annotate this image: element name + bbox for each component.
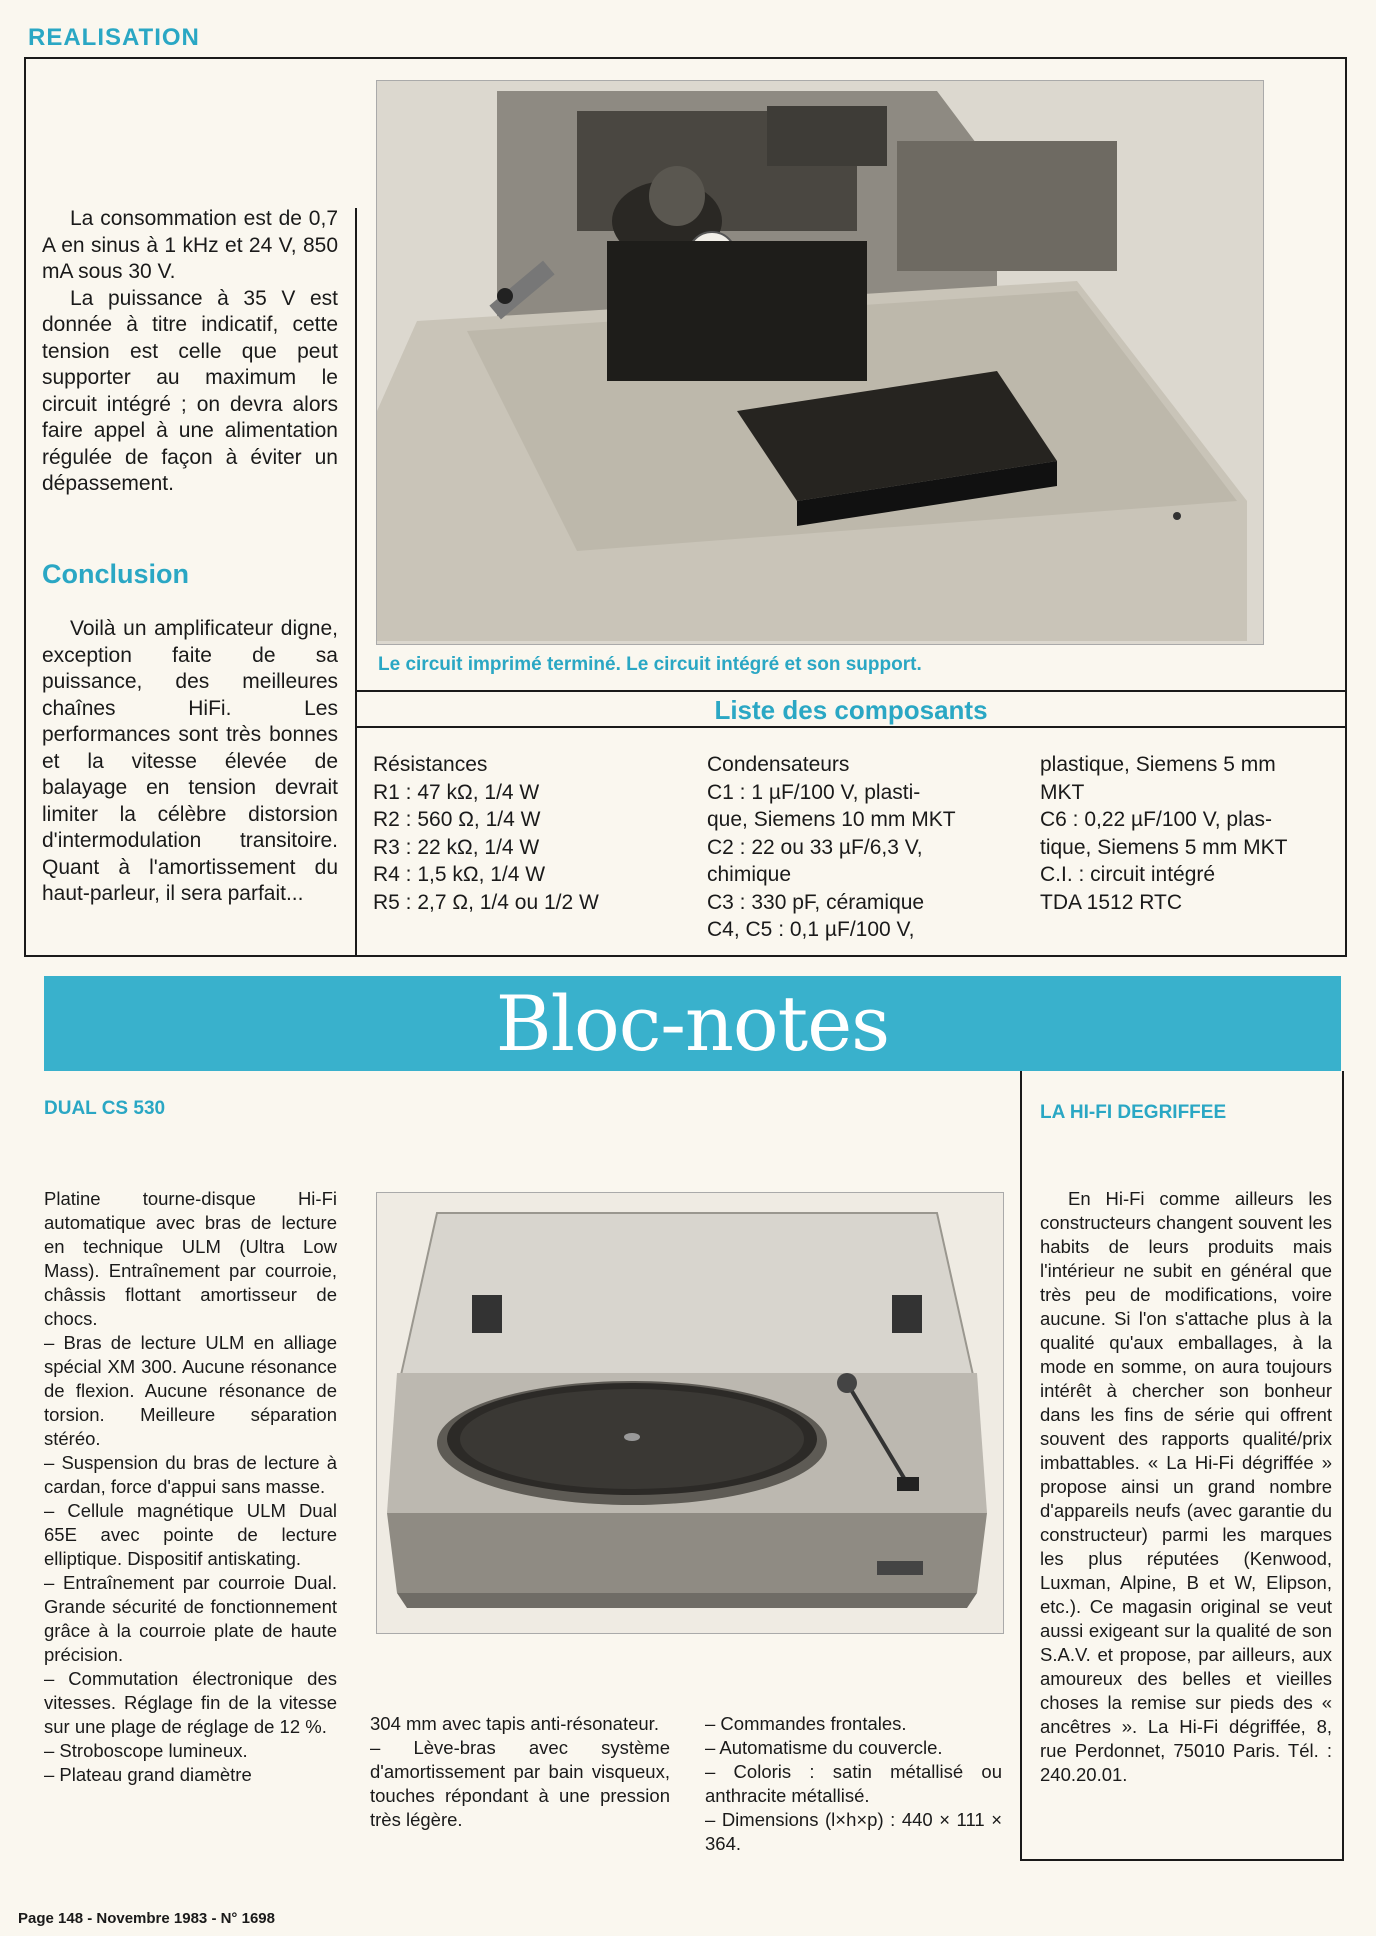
component-line: Résistances	[373, 753, 488, 776]
components-title-rule	[355, 726, 1347, 728]
column-divider	[355, 208, 357, 957]
right-column-bottom-rule	[1020, 1859, 1344, 1861]
hifi-heading: LA HI-FI DEGRIFFEE	[1040, 1102, 1227, 1123]
component-line: C2 : 22 ou 33 µF/6,3 V,	[707, 835, 923, 859]
intro-paragraph: La puissance à 35 V est donnée à titre indicatif, cette tension est celle que peut supporter au maximum le circuit intégré ; on devra alors faire appel à une alimentation régulée de façon à éviter un dépassement.	[42, 286, 338, 495]
component-line: C1 : 1 µF/100 V, plasti-	[707, 780, 921, 804]
dual-description-continued: 304 mm avec tapis anti-résonateur. – Lève-bras avec système d'amortissement par bain visqueux, touches répondant à une pression très légère.	[370, 1713, 670, 1830]
dual-description: Platine tourne-disque Hi-Fi automatique avec bras de lecture en technique ULM (Ultra Low Mass). Entraînement par courroie, châssis flottant amortisseur de chocs. – Bras de lecture ULM en alliage spécial XM 300. Aucune résonance de flexion. Aucune résonance de torsion. Meilleure séparation stéréo. – Suspension du bras de lecture à cardan, force d'appui sans masse. – Cellule magnétique ULM Dual 65E avec pointe de lecture elliptique. Dispositif antiskating. – Entraînement par courroie Dual. Grande sécurité de fonctionnement grâce à la courroie plate de haute précision. – Commutation électronique des vitesses. Réglage fin de la vitesse sur une plage de réglage de 12 %. – Stroboscope lumineux. – Plateau grand diamètre	[44, 1188, 337, 1785]
right-column-border	[1342, 1071, 1344, 1860]
circuit-board-photo	[376, 80, 1264, 645]
conclusion-paragraph: Voilà un amplificateur digne, exception faite de sa puissance, des meilleures chaînes HiFi. Les performances sont très bonnes et la vitesse élevée de balayage en tension devrait limiter la célèbre distorsion d'intermodulation transitoire. Quant à l'amortissement du haut-parleur, il sera parfait...	[42, 617, 338, 905]
component-line: R2 : 560 Ω, 1/4 W	[373, 808, 541, 831]
component-line: R1 : 47 kΩ, 1/4 W	[373, 780, 540, 804]
components-heading: Liste des composants	[714, 695, 988, 725]
turntable-photo	[376, 1192, 1004, 1634]
intro-text	[42, 206, 338, 498]
components-top-rule	[355, 690, 1347, 692]
photo-caption: Le circuit imprimé terminé. Le circuit intégré et son support.	[378, 654, 922, 675]
capacitors-column	[707, 751, 956, 944]
dual-specifications: – Commandes frontales. – Automatisme du couvercle. – Coloris : satin métallisé ou anthracite métallisé. – Dimensions (l×h×p) : 440 × 111 × 364.	[705, 1713, 1002, 1854]
capacitors-column-continued	[1040, 751, 1287, 916]
hifi-paragraph: En Hi-Fi comme ailleurs les constructeurs changent souvent les habits de leurs produits mais l'intérieur ne subit en général que très peu de modifications, voire aucune. Si l'on s'attache plus à la qualité qu'aux emballages, à la mode en somme, on aura toujours intérêt à chercher son bonheur dans les fins de série qui offrent souvent des rapports qualité/prix imbattables. « La Hi-Fi dégriffée » propose ainsi un grand nombre d'appareils neufs (avec garantie du constructeur) parmi les marques les plus réputées (Kenwood, Luxman, Alpine, B et W, Elipson, etc.). Ce magasin original se veut aussi exigeant sur la qualité de son S.A.V. et propose, par ailleurs, aux amoureux des belles et vieilles choses la remise sur pieds des « ancêtres ». La Hi-Fi dégriffée, 8, rue Perdonnet, 75010 Paris. Tél. : 240.20.01.	[1040, 1188, 1332, 1785]
page-footer: Page 148 - Novembre 1983 - N° 1698	[18, 1910, 275, 1927]
component-line: TDA 1512 RTC	[1040, 890, 1183, 914]
intro-paragraph: La consommation est de 0,7 A en sinus à 1 kHz et 24 V, 850 mA sous 30 V.	[42, 207, 338, 283]
right-column-divider	[1020, 1071, 1022, 1860]
dual-heading: DUAL CS 530	[44, 1098, 166, 1119]
component-line: R3 : 22 kΩ, 1/4 W	[373, 835, 540, 859]
component-line: chimique	[707, 863, 792, 886]
resistances-column	[373, 751, 599, 916]
component-line: tique, Siemens 5 mm MKT	[1040, 835, 1288, 859]
component-line: C.I. : circuit intégré	[1040, 863, 1216, 886]
component-line: R4 : 1,5 kΩ, 1/4 W	[373, 863, 546, 886]
hifi-text	[1040, 1187, 1332, 1787]
component-line: que, Siemens 10 mm MKT	[707, 808, 956, 831]
circuit-board-illustration	[377, 81, 1263, 644]
component-line: C4, C5 : 0,1 µF/100 V,	[707, 918, 915, 941]
section-tag: REALISATION	[28, 24, 200, 51]
component-line: R5 : 2,7 Ω, 1/4 ou 1/2 W	[373, 890, 599, 914]
component-line: Condensateurs	[707, 753, 850, 776]
bloc-notes-banner	[44, 976, 1341, 1071]
component-line: MKT	[1040, 780, 1085, 804]
component-line: plastique, Siemens 5 mm	[1040, 753, 1276, 776]
conclusion-heading: Conclusion	[42, 559, 189, 589]
conclusion-text	[42, 616, 338, 908]
banner-title: Bloc-notes	[495, 979, 890, 1068]
turntable-illustration	[377, 1193, 1003, 1633]
component-line: C6 : 0,22 µF/100 V, plas-	[1040, 808, 1272, 831]
component-line: C3 : 330 pF, céramique	[707, 890, 925, 914]
